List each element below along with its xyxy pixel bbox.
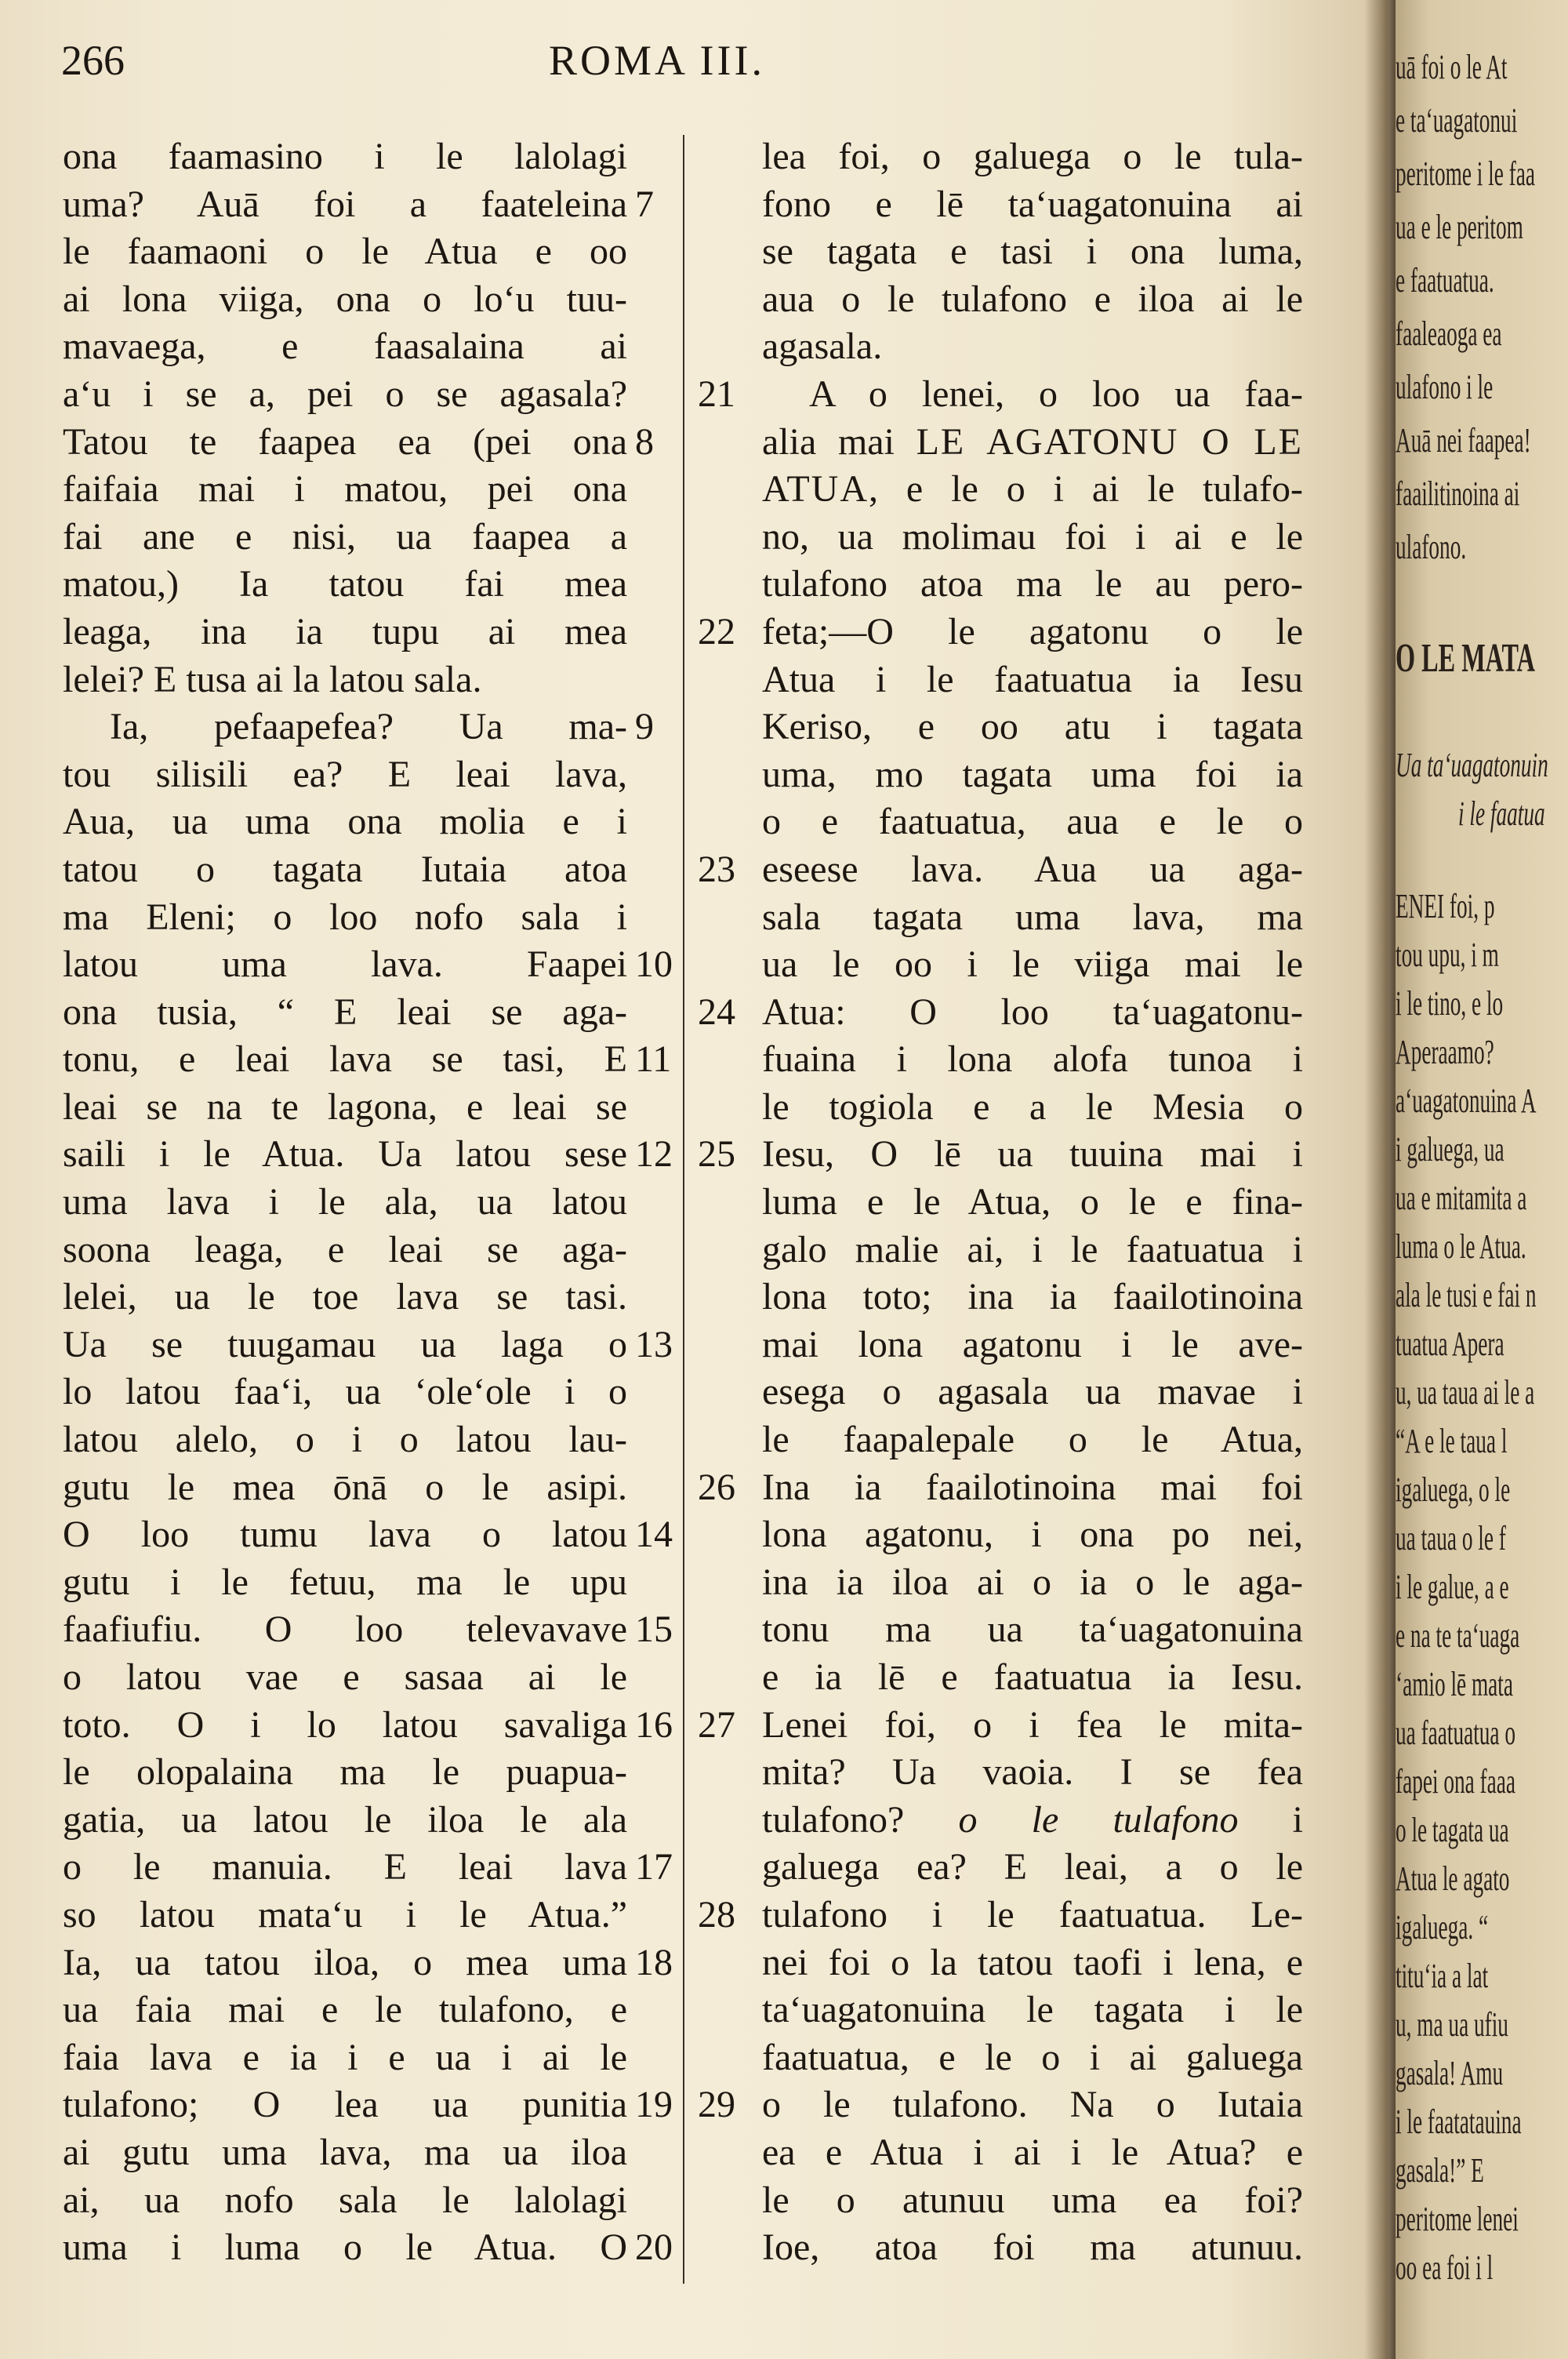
line-text: Atua: O loo taʻuagatonu- — [762, 990, 1303, 1033]
line-text: luma e le Atua, o le e fina- — [762, 1181, 1303, 1223]
text-line — [698, 846, 1309, 894]
column-divider — [683, 135, 684, 2284]
text-line — [698, 1274, 1309, 1321]
facing-page-line: Auā nei faapea! — [1396, 421, 1531, 460]
line-text: eseese lava. Aua ua aga- — [762, 848, 1303, 890]
text-line — [698, 1702, 1309, 1750]
text-line — [63, 561, 674, 609]
line-text: ma Eleni; o loo nofo sala i — [63, 896, 627, 938]
verse-number: 27 — [698, 1703, 735, 1746]
facing-page-line: ua faatuatua o — [1396, 1714, 1515, 1752]
text-line — [698, 1036, 1309, 1084]
text-line — [63, 1084, 674, 1132]
line-text: lea foi, o galuega o le tula- — [762, 136, 1303, 177]
text-line — [698, 2081, 1309, 2129]
line-text: faia lava e ia i e ua i ai le — [63, 2036, 627, 2078]
facing-page-line: u, ua taua ai le a — [1396, 1373, 1535, 1412]
text-line — [63, 1654, 674, 1702]
line-text: le olopalaina ma le puapua- — [63, 1751, 627, 1794]
verse-number: 7 — [635, 183, 654, 225]
text-line — [698, 2224, 1309, 2272]
line-text: no, ua molimau foi i ai e le — [762, 515, 1303, 558]
facing-page-line: ua taua o le f — [1396, 1519, 1506, 1558]
line-text: galuega ea? E leai, a o le — [762, 1846, 1303, 1888]
facing-page-line: “A e le taua l — [1396, 1422, 1508, 1460]
line-text: esega o agasala ua mavae i — [762, 1371, 1303, 1413]
line-text: gutu le mea ōnā o le asipi. — [63, 1466, 627, 1508]
line-text: faafiufiu. O loo televavave — [63, 1608, 627, 1651]
verse-number: 24 — [698, 990, 735, 1033]
facing-page-line: ua e le peritom — [1396, 208, 1523, 246]
text-line — [63, 656, 674, 704]
line-text: ai lona viiga, ona o loʻu tuu- — [63, 278, 627, 320]
facing-page-line: o le tagata ua — [1396, 1811, 1509, 1849]
text-line — [63, 2177, 674, 2225]
text-line — [63, 1797, 674, 1845]
line-text: lelei? E tusa ai la latou sala. — [63, 658, 482, 700]
facing-page-line: ala le tusi e fai n — [1396, 1276, 1537, 1314]
line-text: Keriso, e oo atu i tagata — [762, 706, 1303, 748]
facing-page-line: faailitinoina ai — [1396, 474, 1520, 513]
text-line — [698, 941, 1309, 989]
verse-number: 8 — [635, 420, 654, 463]
text-line — [63, 703, 674, 751]
text-line — [63, 941, 674, 989]
line-text: feta;—O le agatonu o le — [762, 610, 1303, 652]
facing-page-line: ʻamio lē mata — [1396, 1665, 1513, 1703]
text-line — [63, 2224, 674, 2272]
text-line — [698, 656, 1309, 704]
text-line — [63, 2034, 674, 2082]
facing-page-line: uā foi o le At — [1396, 48, 1508, 86]
right-text-column — [698, 133, 1309, 2272]
facing-page-line: gasala!” E — [1396, 2151, 1484, 2190]
line-text: ua le oo i le viiga mai le — [762, 943, 1303, 986]
line-text: mavaega, e faasalaina ai — [63, 325, 627, 368]
text-line — [63, 1369, 674, 1416]
facing-page-line: Aperaamo? — [1396, 1033, 1494, 1071]
text-line — [63, 894, 674, 942]
text-line — [63, 228, 674, 276]
line-text: le togiola e a le Mesia o — [762, 1085, 1303, 1128]
text-line — [698, 989, 1309, 1037]
facing-page-line: peritome lenei — [1396, 2200, 1519, 2238]
text-line — [698, 1369, 1309, 1416]
text-line — [63, 751, 674, 799]
verse-number: 23 — [698, 848, 735, 890]
line-text: se tagata e tasi i ona luma, — [762, 231, 1303, 273]
facing-page-line: e faatuatua. — [1396, 261, 1494, 300]
text-line — [63, 1606, 674, 1654]
line-text: ea e Atua i ai i le Atua? e — [762, 2131, 1303, 2173]
line-text: lo latou faaʻi, ua ʻoleʻole i o — [63, 1371, 627, 1413]
line-text: o le manuia. E leai lava — [63, 1846, 627, 1888]
verse-number: 28 — [698, 1893, 735, 1936]
facing-page-line: ENEI foi, p — [1396, 887, 1495, 925]
text-line — [698, 2034, 1309, 2082]
text-line — [63, 371, 674, 419]
text-line — [698, 1179, 1309, 1227]
verse-number: 15 — [635, 1608, 673, 1651]
text-line — [698, 1416, 1309, 1464]
line-text: Atua i le faatuatua ia Iesu — [762, 658, 1303, 700]
facing-page-heading: O LE MATA — [1396, 636, 1535, 681]
verse-number: 26 — [698, 1466, 735, 1508]
text-line — [698, 609, 1309, 656]
text-line — [698, 2177, 1309, 2225]
text-line — [63, 276, 674, 324]
line-text: gatia, ua latou le iloa le ala — [63, 1798, 627, 1841]
line-text: le o atunuu uma ea foi? — [762, 2179, 1303, 2221]
facing-page-line: faaleaoga ea — [1396, 314, 1502, 353]
line-text: ai, ua nofo sala le lalolagi — [63, 2179, 627, 2221]
text-line — [698, 1321, 1309, 1369]
line-text: faatuatua, e le o i ai galuega — [762, 2036, 1303, 2078]
facing-page-line: e taʻuagatonui — [1396, 101, 1518, 140]
line-text: tulafono i le faatuatua. Le- — [762, 1893, 1303, 1936]
facing-page-line: aʻuagatonuina A — [1396, 1081, 1537, 1120]
line-text: lona toto; ina ia faailotinoina — [762, 1276, 1303, 1318]
text-line — [698, 1559, 1309, 1607]
book-gutter-shadow — [1364, 0, 1396, 2359]
facing-page-line: e na te taʻuaga — [1396, 1616, 1520, 1655]
text-line — [63, 798, 674, 846]
text-line — [698, 751, 1309, 799]
text-line — [63, 1986, 674, 2034]
facing-page-line: peritome i le faa — [1396, 154, 1535, 193]
text-line — [63, 1464, 674, 1512]
text-line — [63, 846, 674, 894]
verse-number: 13 — [635, 1323, 673, 1365]
text-line — [63, 609, 674, 656]
line-text: toto. O i lo latou savaliga — [63, 1703, 627, 1746]
line-text: lona agatonu, i ona po nei, — [762, 1514, 1303, 1556]
text-line — [698, 466, 1309, 514]
facing-page-line: i le tino, e lo — [1396, 984, 1504, 1023]
facing-page-line: oo ea foi i l — [1396, 2248, 1494, 2287]
text-line — [698, 1654, 1309, 1702]
text-line — [63, 133, 674, 181]
line-text: tulafono; O lea ua punitia — [63, 2084, 627, 2126]
facing-page-line: luma o le Atua. — [1396, 1227, 1526, 1266]
line-text: uma? Auā foi a faateleina — [63, 183, 627, 225]
verse-number: 14 — [635, 1514, 673, 1556]
line-text: agasala. — [762, 325, 883, 368]
text-line — [698, 1986, 1309, 2034]
line-text: leai se na te lagona, e leai se — [63, 1085, 627, 1128]
line-text: Ua se tuugamau ua laga o — [63, 1323, 627, 1365]
line-text: o e faatuatua, aua e le o — [762, 801, 1303, 843]
line-text: tonu ma ua taʻuagatonuina — [762, 1608, 1303, 1651]
verse-number: 11 — [635, 1038, 672, 1081]
text-line — [63, 1559, 674, 1607]
text-line — [63, 1939, 674, 1987]
text-line — [63, 1749, 674, 1797]
facing-page-edge — [1396, 0, 1568, 2359]
text-line — [698, 894, 1309, 942]
line-text: uma, mo tagata uma foi ia — [762, 753, 1303, 795]
facing-page-line: tuatua Apera — [1396, 1325, 1504, 1363]
line-text: aua o le tulafono e iloa ai le — [762, 278, 1303, 320]
line-text: latou uma lava. Faapei — [63, 943, 627, 986]
text-line — [63, 466, 674, 514]
line-text: ina ia iloa ai o ia o le aga- — [762, 1561, 1303, 1603]
text-line — [698, 1227, 1309, 1274]
verse-number: 12 — [635, 1133, 673, 1176]
text-line — [63, 1511, 674, 1559]
line-text: fuaina i lona alofa tunoa i — [762, 1038, 1303, 1081]
text-line — [698, 2129, 1309, 2177]
text-line — [698, 1749, 1309, 1797]
line-text: sala tagata uma lava, ma — [762, 896, 1303, 938]
text-line — [63, 2129, 674, 2177]
line-text: leaga, ina ia tupu ai mea — [63, 610, 627, 652]
text-line — [698, 703, 1309, 751]
line-text: soona leaga, e leai se aga- — [63, 1228, 627, 1270]
text-line — [698, 1939, 1309, 1987]
line-text: Tatou te faapea ea (pei ona — [63, 420, 627, 463]
verse-number: 10 — [635, 943, 673, 986]
line-text: aʻu i se a, pei o se agasala? — [63, 373, 627, 415]
text-line — [698, 181, 1309, 229]
text-line — [63, 514, 674, 562]
text-line — [698, 561, 1309, 609]
text-line — [63, 1131, 674, 1179]
line-text: lelei, ua le toe lava se tasi. — [63, 1276, 627, 1318]
line-text: faifaia mai i matou, pei ona — [63, 468, 627, 511]
line-text: ATUA, e le o i ai le tulafo- — [762, 468, 1303, 511]
verse-number: 29 — [698, 2084, 735, 2126]
line-text: saili i le Atua. Ua latou sese — [63, 1133, 627, 1176]
text-line — [698, 228, 1309, 276]
line-text: tatou o tagata Iutaia atoa — [63, 848, 627, 890]
line-text: mita? Ua vaoia. I se fea — [762, 1751, 1303, 1794]
line-text: uma i luma o le Atua. O — [63, 2226, 627, 2269]
line-text: Lenei foi, o i fea le mita- — [762, 1703, 1303, 1746]
line-text: ona tusia, “ E leai se aga- — [63, 990, 627, 1033]
verse-number: 18 — [635, 1941, 673, 1983]
verse-number: 22 — [698, 610, 735, 652]
text-line — [63, 989, 674, 1037]
line-text: tou silisili ea? E leai lava, — [63, 753, 627, 795]
text-line — [63, 1416, 674, 1464]
text-line — [63, 1321, 674, 1369]
line-text: fono e lē taʻuagatonuina ai — [762, 183, 1303, 225]
text-line — [698, 1511, 1309, 1559]
line-text: ua faia mai e le tulafono, e — [63, 1989, 627, 2031]
text-line — [63, 1702, 674, 1750]
line-text: Ia, ua tatou iloa, o mea uma — [63, 1941, 627, 1983]
line-text: nei foi o la tatou taofi i lena, e — [762, 1941, 1303, 1983]
facing-page-subheading: i le faatua — [1458, 794, 1545, 833]
text-line — [63, 1274, 674, 1321]
facing-page-line: gasala! Amu — [1396, 2054, 1504, 2092]
facing-page-line: Atua le agato — [1396, 1859, 1510, 1898]
text-line — [698, 798, 1309, 846]
page-number: 266 — [61, 37, 125, 84]
text-line — [698, 323, 1309, 371]
verse-number: 16 — [635, 1703, 673, 1746]
facing-page-line: ulafono. — [1396, 528, 1467, 566]
verse-number: 25 — [698, 1133, 735, 1176]
text-line — [698, 1131, 1309, 1179]
line-text: mai lona agatonu i le ave- — [762, 1323, 1303, 1365]
facing-page-line: igaluega, o le — [1396, 1470, 1511, 1509]
text-line — [63, 323, 674, 371]
left-text-column — [63, 133, 674, 2272]
text-line — [63, 419, 674, 467]
line-text: Ioe, atoa foi ma atunuu. — [762, 2226, 1303, 2269]
facing-page-line: tituʻia a lat — [1396, 1957, 1489, 1995]
facing-page-line: ua e mitamita a — [1396, 1179, 1527, 1217]
verse-number: 17 — [635, 1846, 673, 1888]
text-line — [63, 1227, 674, 1274]
line-text: Ia, pefaapefea? Ua ma- — [110, 706, 627, 748]
text-line — [698, 1464, 1309, 1512]
facing-page-line: ulafono i le — [1396, 368, 1494, 406]
line-text: uma lava i le ala, ua latou — [63, 1181, 627, 1223]
line-text: gutu i le fetuu, ma le upu — [63, 1561, 627, 1603]
facing-page-line: tou upu, i m — [1396, 936, 1499, 974]
text-line — [63, 2081, 674, 2129]
line-text: so latou mataʻu i le Atua.” — [63, 1893, 627, 1936]
running-head: ROMA III. — [549, 37, 765, 84]
facing-page-subheading: Ua taʻuagatonuin — [1396, 746, 1548, 784]
line-text: A o lenei, o loo ua faa- — [809, 373, 1303, 415]
facing-page-line: u, ma ua ufiu — [1396, 2005, 1508, 2044]
line-text: latou alelo, o i o latou lau- — [63, 1419, 627, 1461]
line-text: Aua, ua uma ona molia e i — [63, 801, 627, 843]
line-text: tonu, e leai lava se tasi, E — [63, 1038, 627, 1081]
line-text: fai ane e nisi, ua faapea a — [63, 515, 627, 558]
text-line — [698, 1844, 1309, 1892]
text-line — [698, 514, 1309, 562]
verse-number: 19 — [635, 2084, 673, 2126]
text-line — [63, 1892, 674, 1939]
line-text: Iesu, O lē ua tuuina mai i — [762, 1133, 1303, 1176]
line-text: e ia lē e faatuatua ia Iesu. — [762, 1656, 1303, 1698]
line-text: o latou vae e sasaa ai le — [63, 1656, 627, 1698]
text-line — [698, 133, 1309, 181]
text-line — [63, 1036, 674, 1084]
verse-number: 20 — [635, 2226, 673, 2269]
line-text: matou,) Ia tatou fai mea — [63, 563, 627, 605]
line-text: tulafono? o le tulafono i — [762, 1798, 1303, 1841]
text-line — [698, 276, 1309, 324]
line-text: O loo tumu lava o latou — [63, 1514, 627, 1556]
line-text: galo malie ai, i le faatuatua i — [762, 1228, 1303, 1270]
line-text: le faamaoni o le Atua e oo — [63, 231, 627, 273]
facing-page-line: igaluega. “ — [1396, 1908, 1489, 1946]
line-text: ai gutu uma lava, ma ua iloa — [63, 2131, 627, 2173]
line-text: taʻuagatonuina le tagata i le — [762, 1989, 1303, 2031]
verse-number: 9 — [635, 706, 654, 748]
facing-page-line: i galuega, ua — [1396, 1130, 1504, 1169]
line-text: Ina ia faailotinoina mai foi — [762, 1466, 1303, 1508]
text-line — [63, 181, 674, 229]
text-line — [698, 1606, 1309, 1654]
text-line — [698, 1797, 1309, 1845]
text-line — [63, 1179, 674, 1227]
text-line — [698, 419, 1309, 467]
text-line — [698, 1892, 1309, 1939]
text-line — [698, 371, 1309, 419]
facing-page-line: fapei ona faaa — [1396, 1762, 1515, 1801]
facing-page-line: i le galue, a e — [1396, 1568, 1509, 1606]
verse-number: 21 — [698, 373, 735, 415]
text-line — [698, 1084, 1309, 1132]
line-text: o le tulafono. Na o Iutaia — [762, 2084, 1303, 2126]
text-line — [63, 1844, 674, 1892]
line-text: alia mai LE AGATONU O LE — [762, 420, 1303, 463]
line-text: le faapalepale o le Atua, — [762, 1419, 1303, 1461]
line-text: ona faamasino i le lalolagi — [63, 136, 627, 177]
line-text: tulafono atoa ma le au pero- — [762, 563, 1303, 605]
facing-page-line: i le faatatauina — [1396, 2103, 1522, 2141]
